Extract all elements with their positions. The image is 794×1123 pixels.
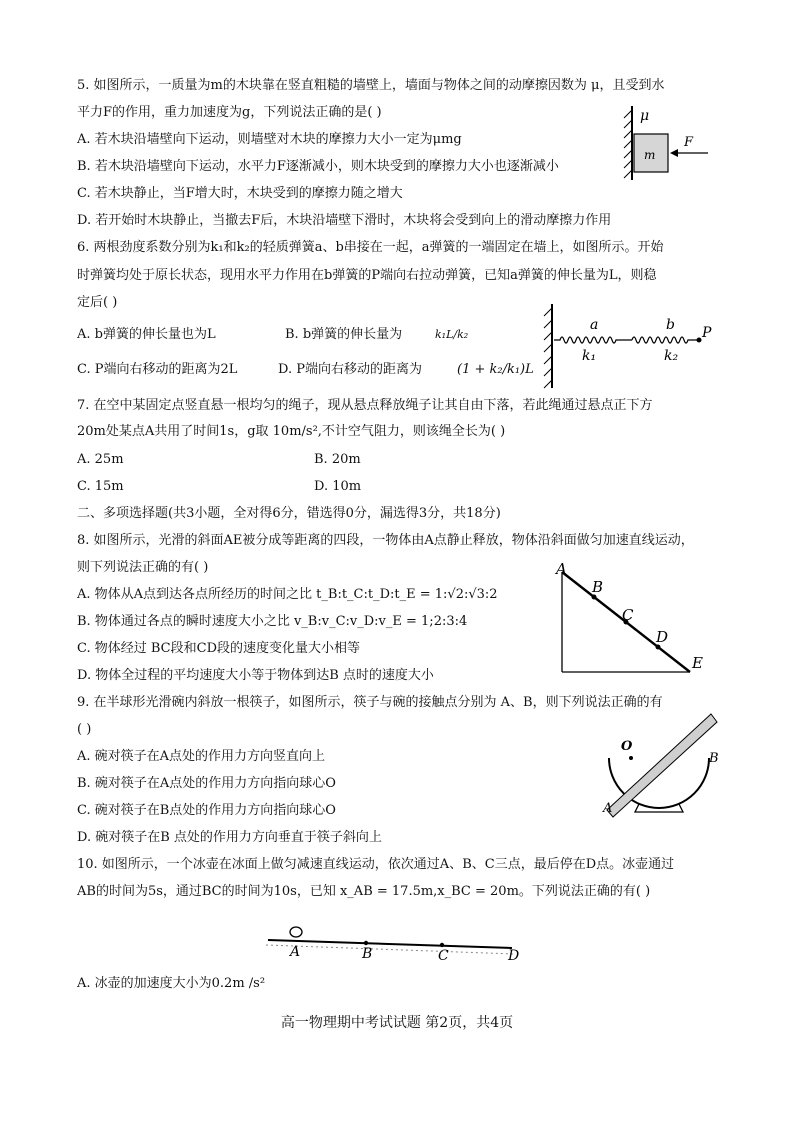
q6-fig-label-b: b — [666, 317, 675, 333]
q6-fig-label-k2: k₂ — [664, 348, 679, 364]
q5-stem-line2: 平力F的作用，重力加速度为g，下列说法正确的是( ) — [77, 105, 382, 120]
q5-option-d: D. 若开始时木块静止，当撤去F后，木块沿墙壁下滑时，木块将会受到向上的滑动摩擦力作用 — [77, 213, 612, 228]
q8-fig-label-A: A — [556, 560, 567, 578]
q7-stem-line2: 20m处某点A共用了时间1s，g取 10m/s²,不计空气阻力，则该绳全长为( ) — [77, 424, 506, 439]
q5-fig-label-mu: μ — [640, 108, 650, 124]
q6-option-d: D. P端向右移动的距离为 — [278, 362, 422, 377]
q9-stem-line1: 9. 在半球形光滑碗内斜放一根筷子，如图所示，筷子与碗的接触点分别为 A、B，则下列说法正确的有 — [77, 695, 663, 710]
q6-option-b-expr: k₁L/k₂ — [435, 328, 469, 341]
q8-fig-label-D: D — [656, 628, 669, 646]
q5-fig-label-F: F — [684, 135, 694, 150]
q9-option-c: C. 碗对筷子在B点处的作用力方向指向球心O — [77, 803, 336, 818]
q9-option-a: A. 碗对筷子在A点处的作用力方向竖直向上 — [77, 749, 326, 764]
q5-fig-label-m: m — [644, 148, 656, 162]
q6-option-a: A. b弹簧的伸长量也为L — [77, 327, 216, 342]
q6-fig-label-P: P — [702, 325, 712, 341]
q10-stem-line1: 10. 如图所示，一个冰壶在冰面上做匀减速直线运动，依次通过A、B、C三点，最后停在D点。冰壶通过 — [77, 857, 675, 872]
q6-stem-line1: 6. 两根劲度系数分别为k₁和k₂的轻质弹簧a、b串接在一起，a弹簧的一端固定在墙上，如图所示。开始 — [77, 240, 664, 255]
q7-stem-line1: 7. 在空中某固定点竖直悬一根均匀的绳子，现从悬点释放绳子让其自由下落，若此绳通过悬点正下方 — [77, 398, 653, 413]
page-footer: 高一物理期中考试试题 第2页，共4页 — [280, 1015, 514, 1031]
q6-option-b: B. b弹簧的伸长量为 — [285, 327, 403, 342]
q10-fig-label-B: B — [362, 946, 373, 962]
q9-option-d: D. 碗对筷子在B 点处的作用力方向垂直于筷子斜向上 — [77, 830, 382, 845]
q10-fig-label-A: A — [290, 944, 301, 960]
q8-fig-label-E: E — [692, 654, 703, 672]
q5-figure-wall-block — [622, 100, 718, 184]
q5-option-c: C. 若木块静止，当F增大时，木块受到的摩擦力随之增大 — [77, 186, 403, 201]
q5-stem-line1: 5. 如图所示，一质量为m的木块靠在竖直粗糙的墙壁上，墙面与物体之间的动摩擦因数为 μ，且受到水 — [77, 78, 665, 93]
q9-stem-line2: ( ) — [77, 722, 92, 737]
q6-fig-label-a: a — [590, 317, 599, 333]
q9-figure-bowl-chopstick — [595, 700, 725, 820]
q7-option-a: A. 25m — [77, 452, 124, 467]
q6-option-c: C. P端向右移动的距离为2L — [77, 362, 238, 377]
q10-fig-label-D: D — [508, 948, 520, 962]
q6-stem-line2: 时弹簧均处于原长状态，现用水平力作用在b弹簧的P端向右拉动弹簧，已知a弹簧的伸长量为L，则稳 — [77, 268, 657, 283]
q9-fig-label-A: A — [603, 801, 613, 816]
q5-option-a: A. 若木块沿墙壁向下运动，则墙壁对木块的摩擦力大小一定为μmg — [77, 132, 462, 147]
q8-option-d: D. 物体全过程的平均速度大小等于物体到达B 点时的速度大小 — [77, 668, 434, 683]
section-2-heading: 二、多项选择题(共3小题，全对得6分，错选得0分，漏选得3分，共18分) — [77, 506, 501, 521]
q7-option-c: C. 15m — [77, 479, 124, 494]
q8-fig-label-B: B — [592, 578, 604, 596]
q10-stem-line2: AB的时间为5s，通过BC的时间为10s，已知 x_AB = 17.5m,x_BC = 20m。下列说法正确的有( ) — [77, 884, 651, 899]
q9-option-b: B. 碗对筷子在A点处的作用力方向指向球心O — [77, 776, 336, 791]
q9-fig-label-B: B — [709, 751, 719, 766]
q8-stem-line1: 8. 如图所示，光滑的斜面AE被分成等距离的四段，一物体由A点静止释放，物体沿斜面做匀加速直线运动， — [77, 533, 694, 548]
q5-option-b: B. 若木块沿墙壁向下运动，水平力F逐渐减小，则木块受到的摩擦力大小也逐渐减小 — [77, 159, 559, 174]
q6-fig-label-k1: k₁ — [582, 348, 597, 364]
q7-option-d: D. 10m — [314, 479, 362, 494]
q6-option-d-expr: (1 + k₂/k₁)L — [457, 362, 534, 377]
q9-fig-label-O: O — [621, 739, 633, 754]
q7-option-b: B. 20m — [314, 452, 361, 467]
q6-stem-line3: 定后( ) — [77, 295, 118, 310]
q10-option-a: A. 冰壶的加速度大小为0.2m /s² — [77, 976, 266, 991]
q8-figure-incline — [550, 560, 715, 678]
q8-option-c: C. 物体经过 BC段和CD段的速度变化量大小相等 — [77, 641, 360, 656]
q8-option-b: B. 物体通过各点的瞬时速度大小之比 v_B:v_C:v_D:v_E = 1;2:3:4 — [77, 614, 468, 629]
q8-stem-line2: 则下列说法正确的有( ) — [77, 560, 209, 575]
q10-figure-curling-track — [262, 918, 534, 962]
q10-fig-label-C: C — [438, 948, 449, 962]
q8-fig-label-C: C — [622, 606, 634, 624]
q6-figure-springs — [542, 300, 717, 392]
q8-option-a: A. 物体从A点到达各点所经历的时间之比 t_B:t_C:t_D:t_E = 1:√2:√3:2 — [77, 587, 498, 602]
